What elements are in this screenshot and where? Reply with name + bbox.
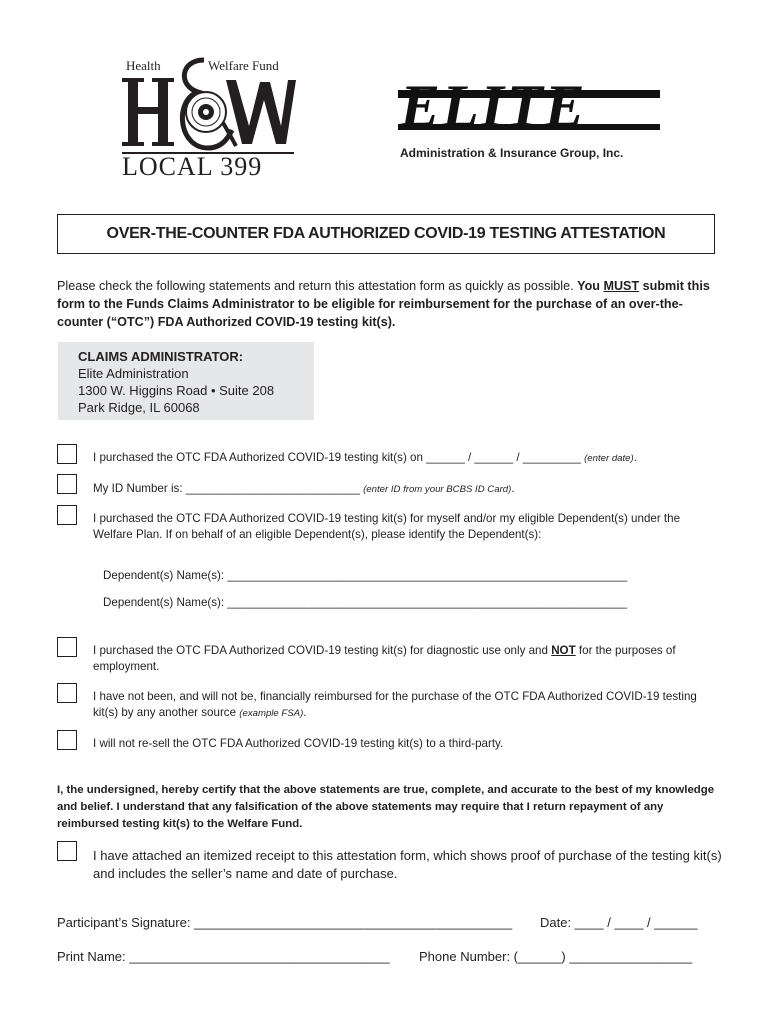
- elite-logo: [398, 73, 666, 166]
- statement-dependents: I purchased the OTC FDA Authorized COVID-19 testing kit(s) for myself and/or my eligible Dependent(s) under the Welfare Plan. If on behalf of an eligible Dependent(s), please identify the Dependent(s):: [93, 512, 681, 541]
- diagnostic-use-checkbox[interactable]: [57, 637, 77, 657]
- elite-wordmark: ELITE: [400, 73, 587, 139]
- purchase-date-checkbox[interactable]: [57, 444, 77, 464]
- statement-id-number-end: .: [511, 482, 515, 495]
- dependent-name-field-2[interactable]: Dependent(s) Name(s): ______________________________________________________________: [103, 596, 628, 609]
- statement-purchase-date: [93, 450, 637, 467]
- id-number-checkbox[interactable]: [57, 474, 77, 494]
- statement-no-resell: I will not re-sell the OTC FDA Authorized COVID-19 testing kit(s) to a third-party.: [93, 737, 504, 750]
- statement-diagnostic-use-text: I purchased the OTC FDA Authorized COVID-19 testing kit(s) for diagnostic use only and: [93, 644, 548, 657]
- statement-not-reimbursed: [93, 689, 719, 722]
- participant-signature-field[interactable]: Participant’s Signature: ____________________________________________: [57, 915, 513, 930]
- intro-bold-requirement: submit this form to the Funds Claims Administrator to be eligible for reimbursement for the purchase of an over-the-counter (“OTC”) FDA Authorized COVID-19 testing kit(s).: [57, 279, 710, 329]
- print-name-field[interactable]: Print Name: ____________________________________: [57, 949, 390, 964]
- claims-administrator-box: [58, 342, 314, 420]
- claims-admin-heading: CLAIMS ADMINISTRATOR:: [78, 349, 244, 364]
- dependent-name-field-1[interactable]: Dependent(s) Name(s): ______________________________________________________________: [103, 569, 628, 582]
- statement-diagnostic-use-post: for the purposes of employment.: [93, 644, 676, 673]
- elite-subtitle: Administration & Insurance Group, Inc.: [400, 146, 624, 160]
- form-title-box: [57, 214, 715, 254]
- receipt-statement: I have attached an itemized receipt to this attestation form, which shows proof of purchase of the testing kit(s) and includes the seller’s name and date of purchase.: [93, 848, 722, 881]
- statement-diagnostic-use: [93, 643, 719, 675]
- statement-id-number-hint: (enter ID from your BCBS ID Card): [363, 484, 512, 495]
- statement-diagnostic-use-not: NOT: [551, 644, 576, 657]
- claims-admin-address2: Park Ridge, IL 60068: [78, 400, 200, 415]
- claims-admin-address1: 1300 W. Higgins Road • Suite 208: [78, 383, 275, 398]
- receipt-checkbox[interactable]: [57, 841, 77, 861]
- phone-number-field[interactable]: Phone Number: (______) _________________: [419, 949, 693, 964]
- hw-logo-health-text: Health: [126, 58, 161, 73]
- statement-id-number-text: My ID Number is: ___________________________: [93, 482, 360, 495]
- hw-logo-local-text: LOCAL 399: [122, 152, 263, 181]
- dependents-checkbox[interactable]: [57, 505, 77, 525]
- statement-purchase-date-text: I purchased the OTC FDA Authorized COVID-19 testing kit(s) on ______ / ______ / _________: [93, 451, 581, 464]
- intro-text: Please check the following statements and return this attestation form as quickly as possible.: [57, 279, 574, 293]
- statement-not-reimbursed-end: .: [303, 706, 307, 719]
- statement-not-reimbursed-text: I have not been, and will not be, financially reimbursed for the purchase of the OTC FDA Authorized COVID-19 testing kit(s) by any another source: [93, 690, 697, 719]
- not-reimbursed-checkbox[interactable]: [57, 683, 77, 703]
- claims-admin-name: Elite Administration: [78, 366, 189, 381]
- statement-purchase-date-hint: (enter date): [584, 453, 634, 464]
- intro-bold-you: You: [577, 279, 600, 293]
- hw-logo-welfare-text: Welfare Fund: [208, 58, 279, 73]
- statement-purchase-date-end: .: [633, 451, 637, 464]
- form-title: OVER-THE-COUNTER FDA AUTHORIZED COVID-19 TESTING ATTESTATION: [106, 225, 666, 242]
- intro-paragraph: [57, 277, 717, 331]
- statement-not-reimbursed-hint: (example FSA): [239, 708, 304, 719]
- intro-bold-must: MUST: [603, 279, 640, 293]
- certification-paragraph: I, the undersigned, hereby certify that the above statements are true, complete, and accurate to the best of my knowledge and belief. I understand that any falsification of the above statements may require that I return repayment of any reimbursed testing kit(s) to the Welfare Fund.: [57, 784, 715, 830]
- statement-id-number: [93, 481, 515, 498]
- no-resell-checkbox[interactable]: [57, 730, 77, 750]
- hw-local-399-logo: [118, 52, 298, 182]
- signature-date-field[interactable]: Date: ____ / ____ / ______: [540, 915, 698, 930]
